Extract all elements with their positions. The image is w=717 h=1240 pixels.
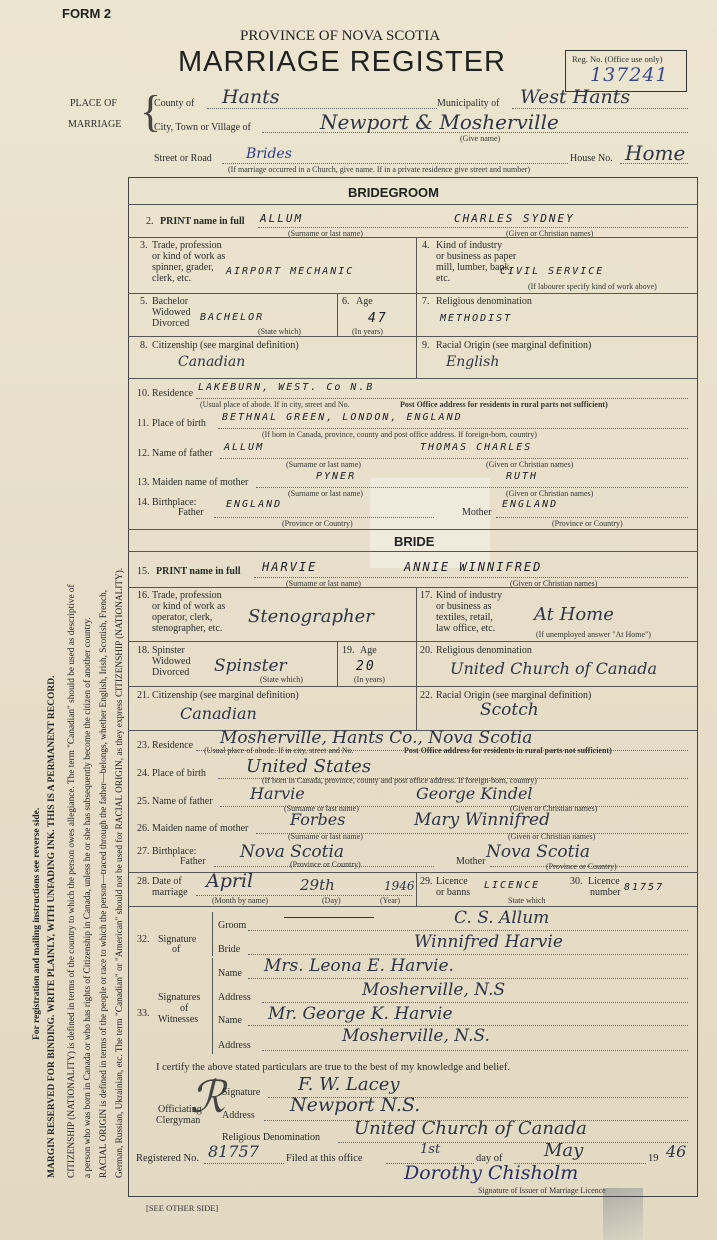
licence-number-label-2: number (590, 887, 621, 898)
issuer-signature-label: Signature of Issuer of Marriage Licence (478, 1186, 606, 1195)
groom-status-value: BACHELOR (200, 312, 265, 323)
groom-father-given: THOMAS CHARLES (420, 442, 533, 453)
bridegroom-heading: BRIDEGROOM (348, 185, 439, 200)
marriage-month-sub: (Month by name) (212, 896, 268, 905)
street-value: Brides (246, 146, 292, 162)
party-signature-label-2: of (172, 944, 181, 955)
bride-birth-value: United States (246, 756, 372, 777)
groom-father-label: Name of father (152, 448, 213, 459)
groom-mother-surname: PYNER (316, 471, 357, 482)
groom-mother-given-sub: (Given or Christian names) (506, 489, 594, 498)
field-num-15: 15. (137, 566, 150, 577)
groom-religion-label: Religious denomination (436, 296, 532, 307)
witness-signature-label: Signatures (158, 992, 201, 1003)
groom-racial-label: Racial Origin (see marginal definition) (436, 340, 592, 351)
witness-signature-label-2: of (180, 1003, 189, 1014)
marriage-date-label-2: marriage (152, 887, 188, 898)
groom-surname: ALLUM (260, 212, 304, 225)
bride-signature-label: Bride (218, 944, 241, 955)
bride-heading: BRIDE (394, 534, 435, 549)
marriage-year-sub: (Year) (380, 896, 401, 905)
bride-birthplace-mother-label: Mother (456, 856, 486, 867)
bride-trade-label: Trade, profession (152, 590, 222, 601)
groom-trade-label-4: clerk, etc. (152, 273, 192, 284)
groom-birthplace-father-label: Father (178, 507, 204, 518)
bride-trade-label-4: stenographer, etc. (152, 623, 223, 634)
bride-father-label: Name of father (152, 796, 213, 807)
filed-year-prefix: 19 (648, 1153, 659, 1164)
bride-mother-given-sub: (Given or Christian names) (508, 832, 596, 841)
field-num-14: 14. (137, 497, 150, 508)
marriage-date-label: Date of (152, 876, 182, 887)
bride-residence-label: Residence (152, 740, 194, 751)
bride-mother-bp-sub: (Province or Country) (546, 862, 617, 871)
house-label: House No. (570, 153, 613, 164)
groom-father-birthplace: ENGLAND (226, 499, 283, 510)
field-num-17: 17. (420, 590, 433, 601)
bride-trade-label-2: or kind of work as (152, 601, 226, 612)
witness-2-name-label: Name (218, 1015, 242, 1026)
city-label: City, Town or Village of (154, 122, 251, 133)
bride-mother-surname-sub: (Surname or last name) (288, 832, 363, 841)
clergy-address-label: Address (222, 1110, 255, 1121)
witness-2-name: Mr. George K. Harvie (268, 1004, 453, 1024)
field-num-6: 6. (342, 296, 350, 307)
margin-racial-def: RACIAL ORIGIN is defined in terms of the people or race to which the person—traced through the father—belongs, whether English, Irish, Scottish, French, (99, 589, 109, 1178)
groom-industry-label-4: etc. (436, 273, 451, 284)
groom-birthplace-label: Birthplace: (152, 497, 197, 508)
issuer-signature: Dorothy Chisholm (404, 1162, 579, 1184)
field-num-26: 26. (137, 823, 150, 834)
bride-status-label-2: Widowed (152, 656, 191, 667)
place-label-2: MARRIAGE (68, 119, 122, 130)
place-label: PLACE OF (70, 98, 117, 109)
reg-no-value: 137241 (590, 64, 669, 86)
bride-birth-sub: (If born in Canada, province, county and post office address. If foreign-born, country) (262, 776, 537, 785)
field-num-4: 4. (422, 240, 430, 251)
field-num-33: 33. (137, 1008, 150, 1019)
bride-mother-birthplace: Nova Scotia (486, 842, 591, 862)
bride-citizenship-label: Citizenship (see marginal definition) (152, 690, 299, 701)
groom-industry-sub: (If labourer specify kind of work above) (528, 282, 657, 291)
groom-mother-bp-sub: (Province or Country) (552, 519, 623, 528)
field-num-13: 13. (137, 477, 150, 488)
field-num-23: 23. (137, 740, 150, 751)
certification-statement: I certify the above stated particulars are true to the best of my knowledge and belief. (156, 1062, 510, 1073)
groom-industry-label-3: mill, lumber, bank, (436, 262, 512, 273)
reg-no-label: Reg. No. (Office use only) (572, 54, 663, 64)
page-title: MARRIAGE REGISTER (178, 46, 506, 78)
groom-mother-surname-sub: (Surname or last name) (288, 489, 363, 498)
groom-father-surname: ALLUM (224, 442, 265, 453)
groom-mother-label: Maiden name of mother (152, 477, 249, 488)
licence-label: Licence (436, 876, 468, 887)
groom-residence-value: LAKEBURN, WEST. Co N.B (198, 382, 375, 393)
field-num-5: 5. (140, 296, 148, 307)
witness-2-address-label: Address (218, 1040, 251, 1051)
groom-age-value: 47 (368, 311, 388, 326)
form-number: FORM 2 (62, 6, 112, 21)
groom-signature: C. S. Allum (454, 908, 550, 928)
registered-number-label: Registered No. (136, 1153, 199, 1164)
bride-industry-label: Kind of industry (436, 590, 503, 601)
groom-given-names: CHARLES SYDNEY (454, 212, 575, 225)
groom-status-label-3: Divorced (152, 318, 190, 329)
groom-status-sub: (State which) (258, 327, 301, 336)
groom-mother-birthplace: ENGLAND (502, 499, 559, 510)
bride-industry-label-3: textiles, retail, (436, 612, 493, 623)
margin-citizenship-def: CITIZENSHIP (NATIONALITY) is defined in terms of the country to which the person owes allegiance. The term "Canadian" should be used as descriptive of (67, 584, 77, 1178)
witness-1-address: Mosherville, N.S (362, 980, 506, 1000)
bride-status-sub: (State which) (260, 675, 303, 684)
house-value: Home (625, 141, 686, 165)
bride-signature: Winnifred Harvie (414, 932, 563, 952)
groom-status-label: Bachelor (152, 296, 189, 307)
witness-2-address: Mosherville, N.S. (342, 1026, 490, 1046)
groom-typed-strikeout (284, 917, 374, 918)
bride-status-label: Spinster (152, 645, 185, 656)
clergy-denomination-label: Religious Denomination (222, 1132, 321, 1143)
place-note: (If marriage occurred in a Church, give name. If in a private residence give street and number) (228, 165, 531, 174)
groom-birth-sub: (If born in Canada, province, county and post office address. If foreign-born, country) (262, 430, 537, 439)
municipality-label: Municipality of (437, 98, 500, 109)
witness-1-address-label: Address (218, 992, 251, 1003)
groom-birth-label: Place of birth (152, 418, 206, 429)
municipality-value: West Hants (520, 86, 631, 108)
bride-trade-label-3: operator, clerk, (152, 612, 213, 623)
bride-status-value: Spinster (214, 656, 287, 676)
groom-mother-given: RUTH (506, 471, 539, 482)
clergy-denomination: United Church of Canada (354, 1118, 587, 1139)
witness-1-name: Mrs. Leona E. Harvie. (264, 956, 454, 976)
field-num-2: 2. (146, 216, 154, 227)
field-num-8: 8. (140, 340, 148, 351)
field-num-9: 9. (422, 340, 430, 351)
officiating-label-2: Clergyman (156, 1115, 201, 1126)
margin-binding-note: MARGIN RESERVED FOR BINDING. WRITE PLAINLY, WITH UNFADING INK. THIS IS A PERMANENT RECORD. (47, 675, 57, 1178)
groom-given-sub: (Given or Christian names) (506, 229, 594, 238)
give-name-note: (Give name) (460, 134, 501, 143)
county-value: Hants (222, 86, 280, 108)
bride-age-sub: (In years) (354, 675, 385, 684)
field-num-25: 25. (137, 796, 150, 807)
licence-number-value: 81757 (624, 882, 665, 893)
clergy-address: Newport N.S. (290, 1094, 421, 1116)
county-label: County of (154, 98, 195, 109)
groom-industry-label: Kind of industry (436, 240, 503, 251)
bride-residence-value: Mosherville, Hants Co., Nova Scotia (220, 728, 533, 748)
groom-print-label: PRINT name in full (160, 216, 245, 227)
marriage-month: April (206, 870, 254, 892)
bride-citizenship-value: Canadian (180, 704, 257, 723)
bride-age-value: 20 (356, 659, 376, 674)
margin-instructions: For registration and mailing instructions see reverse side. (32, 807, 42, 1040)
field-num-24: 24. (137, 768, 150, 779)
witness-signature-label-3: Witnesses (158, 1014, 199, 1025)
bride-birthplace-label: Birthplace: (152, 846, 197, 857)
marriage-day-sub: (Day) (322, 896, 341, 905)
bride-father-given-sub: (Given or Christian names) (510, 804, 598, 813)
bride-residence-sub-2: Post Office address for residents in rural parts not sufficient) (404, 746, 612, 755)
field-num-12: 12. (137, 448, 150, 459)
licence-label-2: or banns (436, 887, 471, 898)
bride-father-birthplace: Nova Scotia (240, 842, 345, 862)
field-num-7: 7. (422, 296, 430, 307)
groom-birthplace-mother-label: Mother (462, 507, 492, 518)
registered-number: 81757 (208, 1142, 259, 1161)
bride-industry-value: At Home (534, 604, 614, 625)
place-brace: { (140, 87, 162, 136)
field-num-18: 18. (137, 645, 150, 656)
groom-citizenship-value: Canadian (178, 354, 246, 370)
street-label: Street or Road (154, 153, 212, 164)
filed-year: 46 (666, 1142, 687, 1161)
bride-industry-label-4: law office, etc. (436, 623, 496, 634)
witness-1-name-label: Name (218, 968, 242, 979)
licence-number-label: Licence (588, 876, 620, 887)
field-num-29: 29. (420, 876, 433, 887)
see-other-side: [SEE OTHER SIDE] (146, 1203, 219, 1213)
bride-father-surname: Harvie (250, 784, 305, 803)
filed-day: 1st (420, 1142, 441, 1157)
bride-age-label: Age (360, 645, 377, 656)
field-num-16: 16. (137, 590, 150, 601)
groom-birth-value: BETHNAL GREEN, LONDON, ENGLAND (222, 412, 463, 423)
groom-residence-sub-2: Post Office address for residents in rural parts not sufficient) (400, 400, 608, 409)
province-heading: PROVINCE OF NOVA SCOTIA (240, 28, 441, 44)
field-num-28: 28. (137, 876, 150, 887)
bride-mother-label: Maiden name of mother (152, 823, 249, 834)
groom-status-label-2: Widowed (152, 307, 191, 318)
bride-racial-value: Scotch (480, 700, 539, 720)
bride-industry-label-2: or business as (436, 601, 492, 612)
bride-racial-label: Racial Origin (see marginal definition) (436, 690, 592, 701)
groom-residence-sub: (Usual place of abode. If in city, street and No. (200, 400, 350, 409)
clergy-initial-mark: ℛ (190, 1072, 226, 1123)
groom-residence-label: Residence (152, 388, 194, 399)
bride-mother-surname: Forbes (290, 810, 346, 829)
bride-trade-value: Stenographer (248, 606, 374, 627)
party-signature-label: Signature (158, 934, 197, 945)
bride-father-bp-sub: (Province or Country) (290, 860, 361, 869)
field-num-30: 30. (570, 876, 583, 887)
margin-citizenship-def-2: a person who was born in Canada or who has rights of Citizenship in Canada, unless he or she has subsequently become the citizen of another country. (83, 617, 93, 1178)
filed-label: Filed at this office (286, 1153, 363, 1164)
groom-industry-value: CIVIL SERVICE (500, 266, 605, 277)
field-num-21: 21. (137, 690, 150, 701)
groom-racial-value: English (446, 354, 500, 370)
clergy-signature-label: Signature (222, 1087, 261, 1098)
bride-surname-sub: (Surname or last name) (286, 579, 361, 588)
field-num-32: 32. (137, 934, 150, 945)
bride-given-sub: (Given or Christian names) (510, 579, 598, 588)
groom-father-surname-sub: (Surname or last name) (286, 460, 361, 469)
groom-trade-label-2: or kind of work as (152, 251, 226, 262)
city-value: Newport & Mosherville (320, 110, 559, 134)
field-num-19: 19. (342, 645, 355, 656)
licence-sub: State which (508, 896, 546, 905)
bride-print-label: PRINT name in full (156, 566, 241, 577)
bride-father-surname-sub: (Surname or last name) (284, 804, 359, 813)
groom-age-sub: (In years) (352, 327, 383, 336)
bride-birthplace-father-label: Father (180, 856, 206, 867)
field-num-20: 20. (420, 645, 433, 656)
clergy-signature: F. W. Lacey (298, 1074, 400, 1095)
groom-father-bp-sub: (Province or Country) (282, 519, 353, 528)
bride-industry-sub: (If unemployed answer "At Home") (536, 630, 651, 639)
field-num-27: 27. (137, 846, 150, 857)
bride-surname: HARVIE (262, 560, 318, 574)
marriage-day: 29th (300, 876, 335, 894)
groom-trade-value: AIRPORT MECHANIC (226, 266, 355, 277)
field-num-3: 3. (140, 240, 148, 251)
bride-residence-sub: (Usual place of abode. If in city, street and No. (204, 746, 354, 755)
bride-mother-given: Mary Winnifred (414, 810, 550, 830)
field-num-11: 11. (137, 418, 150, 429)
day-of-label: day of (476, 1153, 503, 1164)
groom-father-given-sub: (Given or Christian names) (486, 460, 574, 469)
groom-trade-label: Trade, profession (152, 240, 222, 251)
officiating-label: Officiating (158, 1104, 202, 1115)
field-num-22: 22. (420, 690, 433, 701)
field-num-10: 10. (137, 388, 150, 399)
bride-birth-label: Place of birth (152, 768, 206, 779)
marriage-year: 1946 (384, 879, 415, 893)
groom-industry-label-2: or business as paper (436, 251, 517, 262)
groom-religion-value: METHODIST (440, 313, 513, 324)
bride-religion-value: United Church of Canada (450, 659, 658, 678)
bride-status-label-3: Divorced (152, 667, 190, 678)
groom-age-label: Age (356, 296, 373, 307)
bride-given-names: ANNIE WINNIFRED (404, 560, 543, 574)
groom-citizenship-label: Citizenship (see marginal definition) (152, 340, 299, 351)
groom-trade-label-3: spinner, grader, (152, 262, 214, 273)
groom-signature-label: Groom (218, 920, 247, 931)
bride-religion-label: Religious denomination (436, 645, 532, 656)
groom-surname-sub: (Surname or last name) (288, 229, 363, 238)
bride-father-given: George Kindel (416, 784, 533, 803)
margin-racial-def-2: German, Russian, Ukrainian, etc. The term "Canadian" or "American" should not be used for RACIAL ORIGIN, as they express CITIZENSHIP (NATIONALITY). (115, 567, 125, 1178)
filed-month: May (544, 1140, 584, 1161)
licence-type: LICENCE (484, 880, 541, 891)
